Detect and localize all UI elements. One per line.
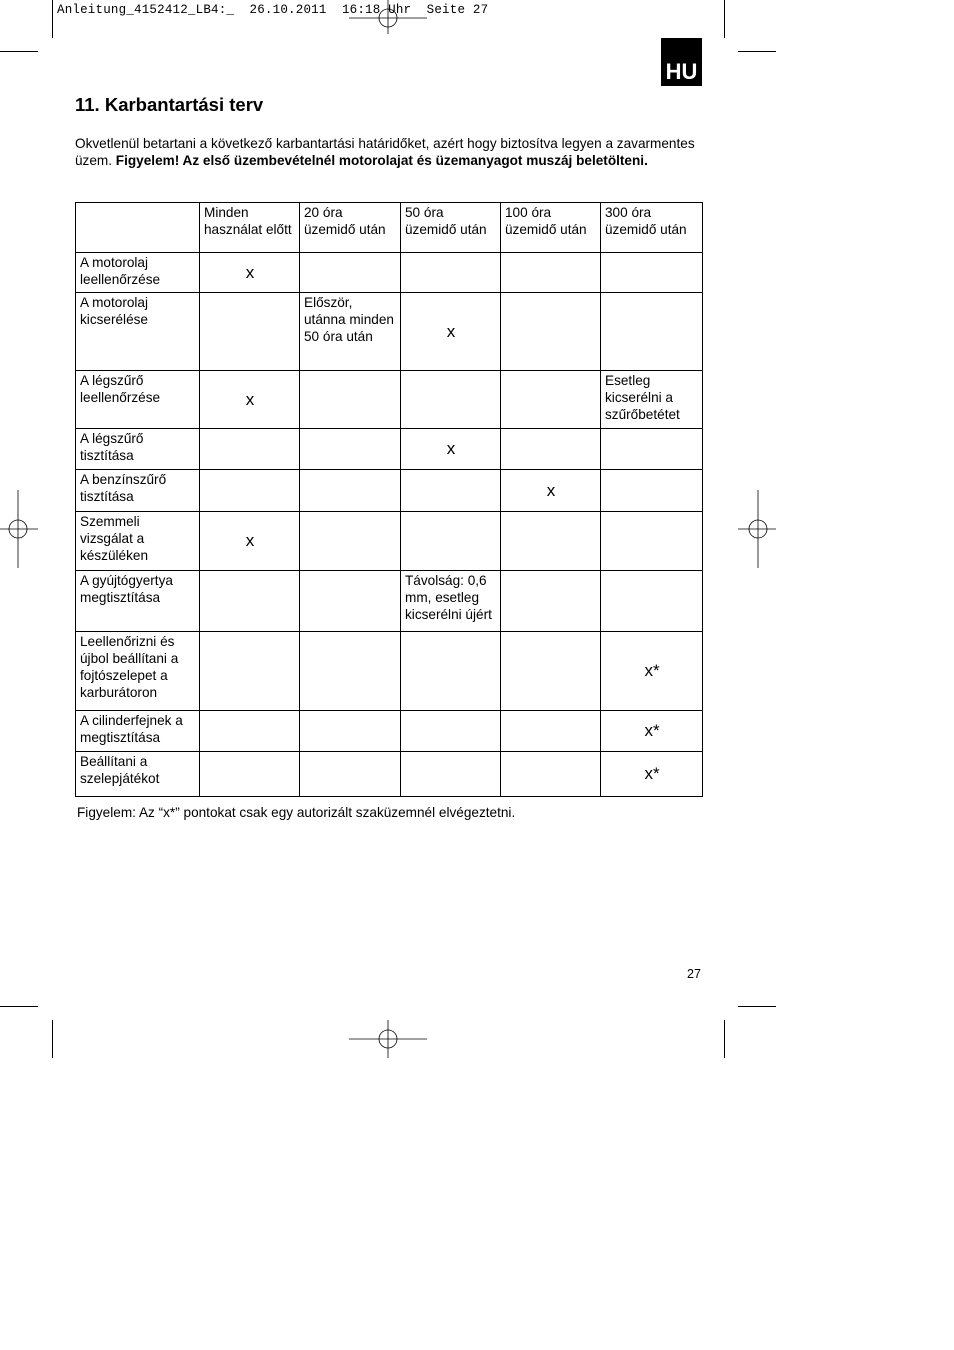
table-cell: x — [200, 371, 300, 429]
table-cell — [401, 632, 501, 711]
table-cell — [501, 711, 601, 752]
table-row — [76, 253, 703, 293]
table-cell — [501, 571, 601, 632]
table-cell — [300, 711, 401, 752]
table-row — [76, 293, 703, 371]
table-cell: Először, utánna minden 50 óra után — [300, 293, 401, 371]
table-cell — [501, 371, 601, 429]
table-cell — [601, 512, 703, 571]
table-cell — [200, 571, 300, 632]
table-cell: x* — [601, 632, 703, 711]
table-header-cell — [76, 203, 200, 253]
table-cell: x* — [601, 752, 703, 797]
registration-mark-icon — [0, 490, 38, 568]
table-cell: x — [200, 512, 300, 571]
table-header-cell: 50 óra üzemidő után — [401, 203, 501, 253]
task-cell: A légszűrő tisztítása — [76, 429, 200, 470]
section-title: 11. Karbantartási terv — [75, 94, 264, 115]
table-cell: Esetleg kicserélni a szűrőbetétet — [601, 371, 703, 429]
intro-paragraph — [75, 135, 715, 169]
table-cell — [601, 571, 703, 632]
table-cell: x — [401, 293, 501, 371]
table-cell — [200, 293, 300, 371]
table-cell — [200, 752, 300, 797]
table-cell — [501, 512, 601, 571]
crop-mark — [738, 51, 776, 52]
registration-mark-icon — [738, 490, 776, 568]
task-cell: A légszűrő leellenőrzése — [76, 371, 200, 429]
language-badge: HU — [661, 38, 702, 86]
table-cell: Távolság: 0,6 mm, esetleg kicserélni újért — [401, 571, 501, 632]
table-cell: x — [501, 470, 601, 512]
table-row — [76, 429, 703, 470]
footnote: Figyelem: Az “x*” pontokat csak egy autorizált szaküzemnél elvégeztetni. — [77, 805, 516, 820]
table-cell — [601, 429, 703, 470]
table-cell: x* — [601, 711, 703, 752]
table-cell — [601, 293, 703, 371]
crop-mark — [738, 1006, 776, 1007]
table-cell — [401, 752, 501, 797]
table-cell — [300, 429, 401, 470]
print-header: Anleitung_4152412_LB4:_ 26.10.2011 16:18 Uhr Seite 27 — [57, 3, 489, 17]
crop-mark — [52, 1020, 53, 1058]
crop-mark — [0, 51, 38, 52]
crop-mark — [724, 1020, 725, 1058]
maintenance-table — [75, 202, 703, 797]
table-row — [76, 512, 703, 571]
crop-mark — [0, 1006, 38, 1007]
task-cell: A benzínszűrő tisztítása — [76, 470, 200, 512]
table-cell — [300, 253, 401, 293]
table-row — [76, 632, 703, 711]
task-cell: A motorolaj leellenőrzése — [76, 253, 200, 293]
intro-warning: Figyelem! Az első üzembevételnél motorolajat és üzemanyagot muszáj beletölteni. — [115, 153, 648, 168]
table-cell — [601, 470, 703, 512]
table-cell — [300, 371, 401, 429]
task-cell: A cilinderfejnek a megtisztítása — [76, 711, 200, 752]
task-cell: Beállítani a szelepjátékot — [76, 752, 200, 797]
table-cell — [300, 752, 401, 797]
intro-text: Okvetlenül betartani a következő karbantartási határidőket, azért hogy biztosítva legyen a zavarmentes üzem. — [75, 136, 695, 168]
table-cell — [501, 752, 601, 797]
registration-mark-icon — [349, 0, 429, 34]
table-cell — [200, 470, 300, 512]
table-cell — [300, 571, 401, 632]
task-cell: A gyújtógyertya megtisztítása — [76, 571, 200, 632]
page-number: 27 — [687, 967, 701, 981]
table-header-cell: 100 óra üzemidő után — [501, 203, 601, 253]
table-cell — [401, 253, 501, 293]
table-header-cell: 20 óra üzemidő után — [300, 203, 401, 253]
table-cell: x — [401, 429, 501, 470]
table-cell — [601, 253, 703, 293]
table-cell — [200, 429, 300, 470]
table-cell — [501, 253, 601, 293]
table-row — [76, 470, 703, 512]
table-row — [76, 571, 703, 632]
registration-mark-icon — [349, 1020, 429, 1058]
table-row — [76, 711, 703, 752]
task-cell: Leellenőrizni és újbol beállítani a fojtószelepet a karburátoron — [76, 632, 200, 711]
task-cell: A motorolaj kicserélése — [76, 293, 200, 371]
table-cell — [300, 512, 401, 571]
table-cell — [401, 512, 501, 571]
table-cell — [200, 711, 300, 752]
table-cell — [501, 632, 601, 711]
table-cell — [501, 429, 601, 470]
table-cell — [501, 293, 601, 371]
table-header-cell: Minden használat előtt — [200, 203, 300, 253]
table-cell: x — [200, 253, 300, 293]
table-header-row — [76, 203, 703, 253]
table-cell — [300, 632, 401, 711]
table-cell — [401, 371, 501, 429]
table-header-cell: 300 óra üzemidő után — [601, 203, 703, 253]
table-cell — [200, 632, 300, 711]
table-cell — [401, 711, 501, 752]
task-cell: Szemmeli vizsgálat a készüléken — [76, 512, 200, 571]
crop-mark — [52, 0, 53, 38]
table-row — [76, 752, 703, 797]
crop-mark — [724, 0, 725, 38]
table-cell — [401, 470, 501, 512]
table-row — [76, 371, 703, 429]
table-cell — [300, 470, 401, 512]
